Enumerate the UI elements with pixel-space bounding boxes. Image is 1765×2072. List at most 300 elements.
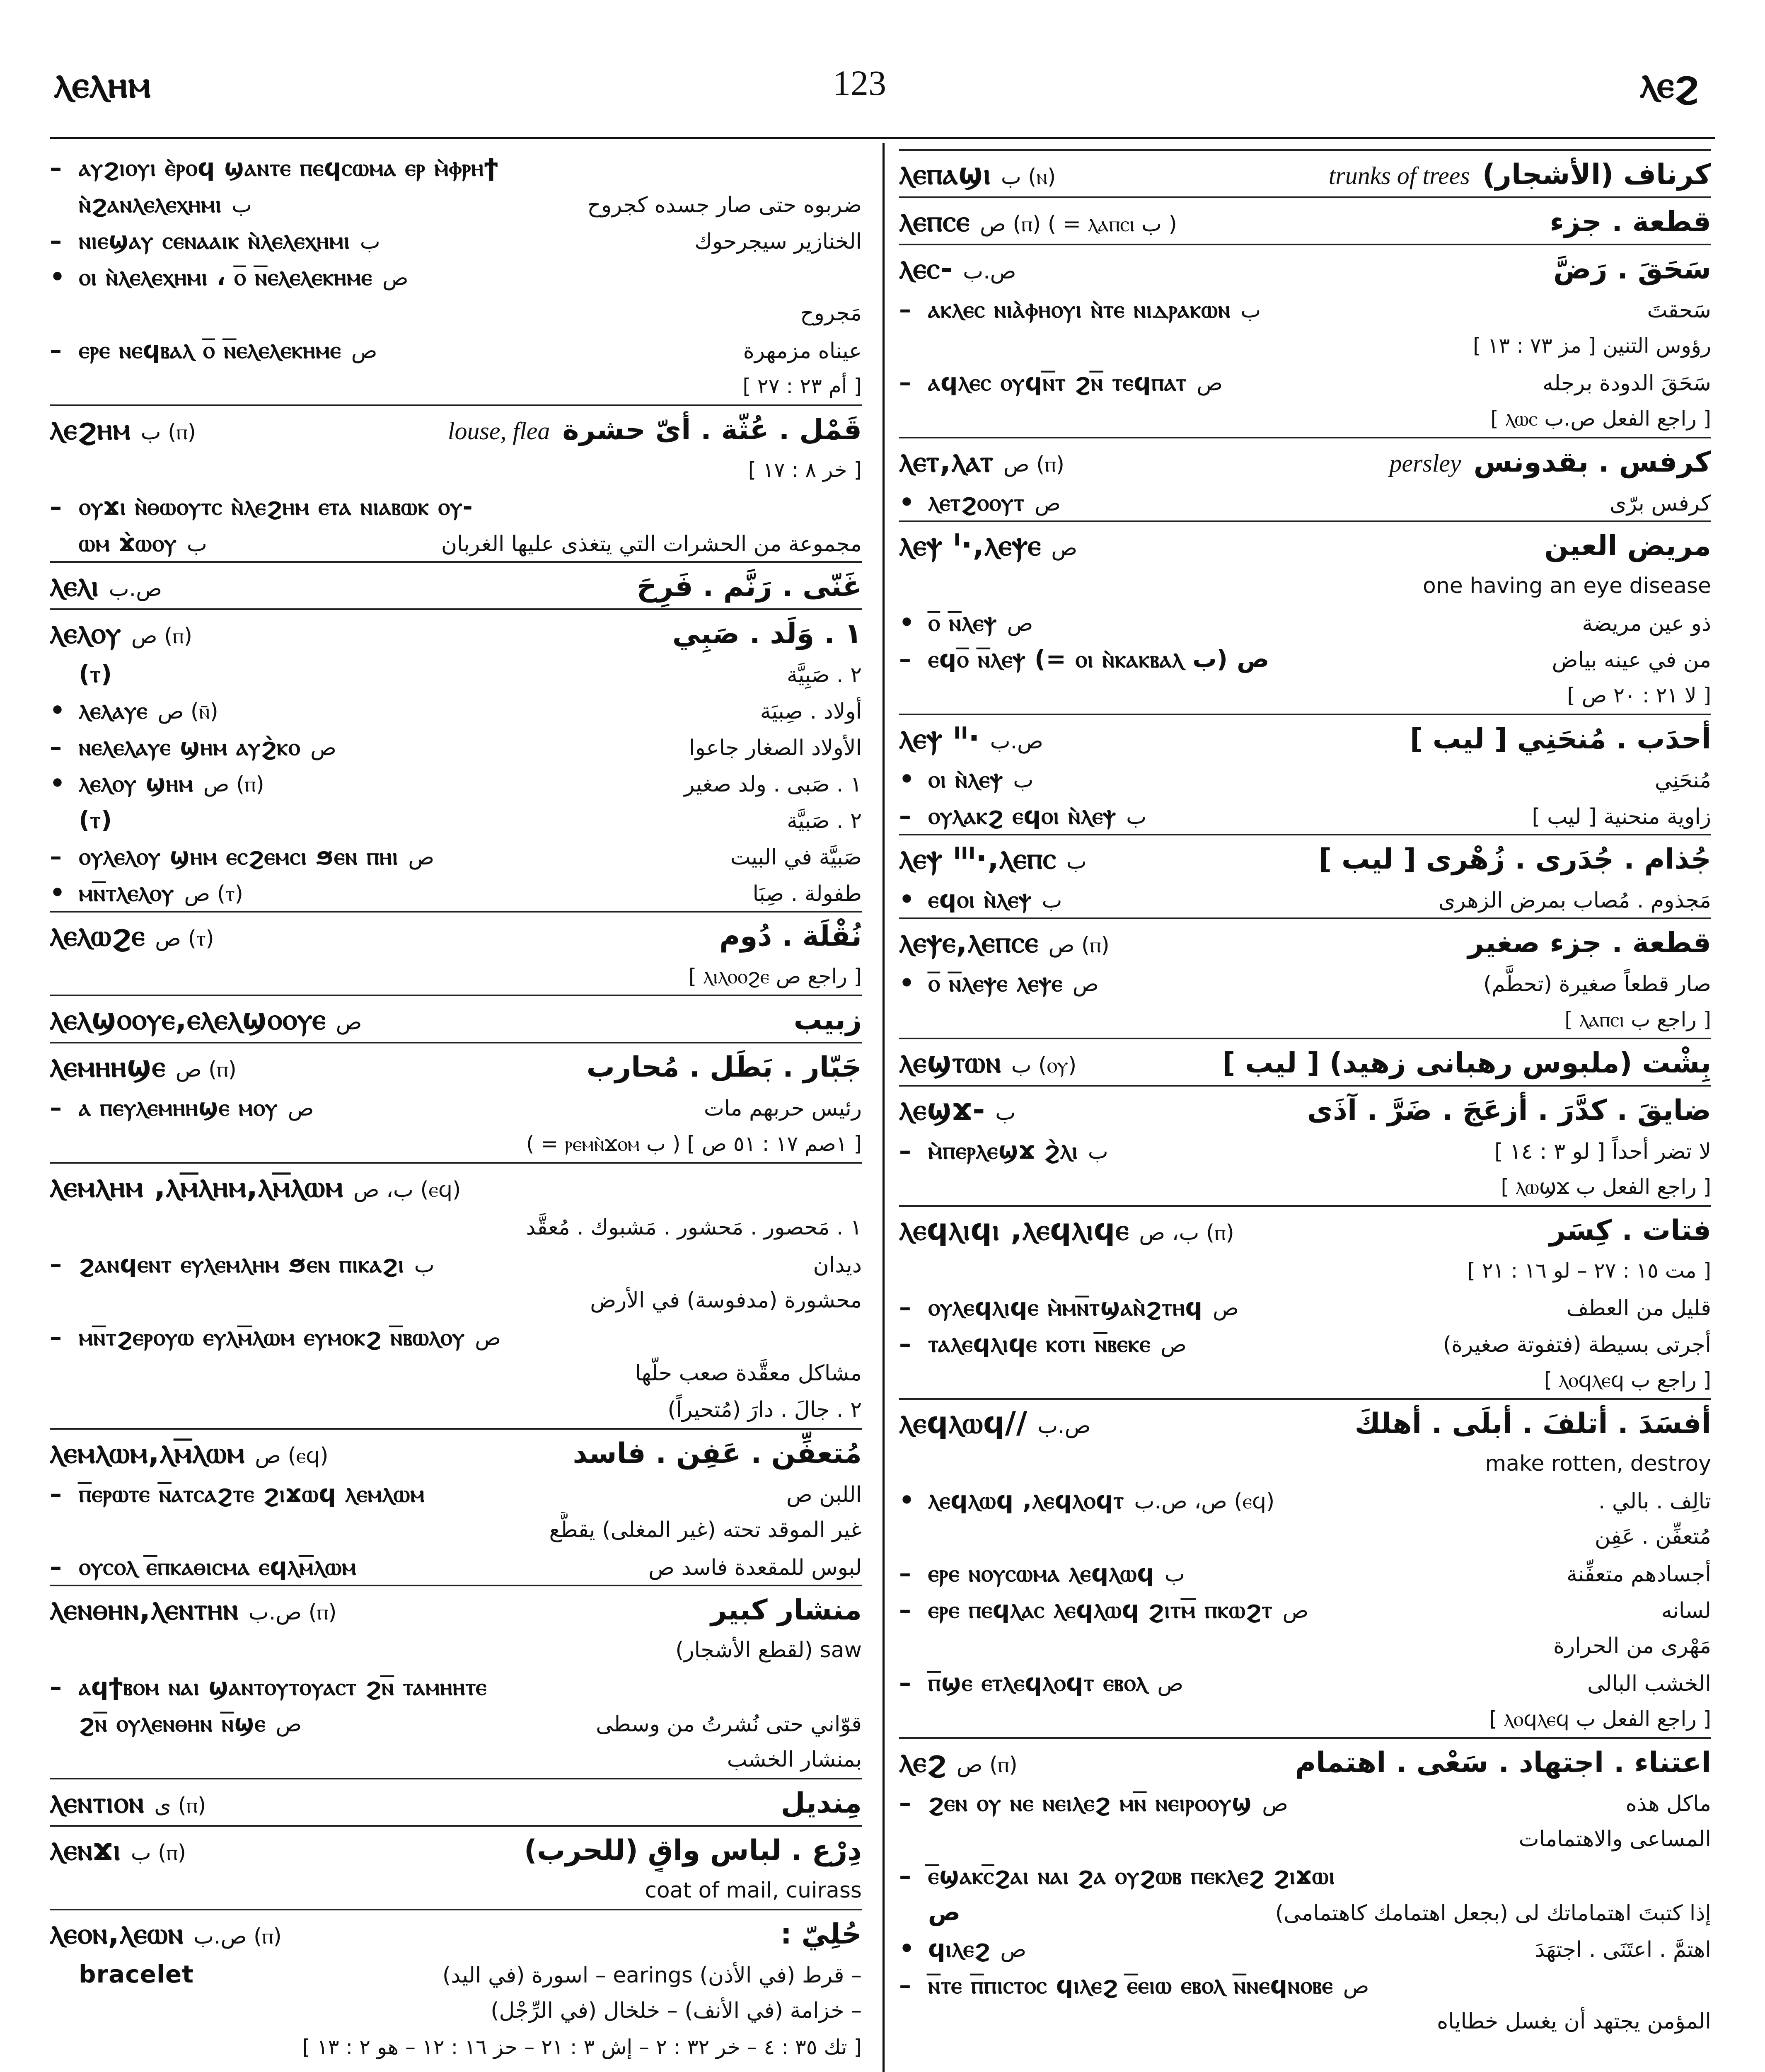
bullet-mark: – [899, 368, 911, 396]
arabic-text: المساعى والاهتمامات [1518, 1827, 1711, 1852]
arabic-text: طفولة . صِبَا [752, 881, 862, 906]
grammar-tag: ى (ⲡ) [154, 1793, 206, 1818]
arabic-meaning: فتات . كِسَر [1549, 1214, 1711, 1247]
entry-headword-row [50, 1585, 862, 1632]
entry-example-line [899, 2003, 1711, 2040]
entry-headword-row [899, 149, 1711, 196]
arabic-text: إذا كتبتَ اهتماماتك لى (بجعل اهتمامك كاهتمامى) [1275, 1901, 1711, 1926]
entry-headword-row [899, 1205, 1711, 1252]
arabic-text: اللبن ص [786, 1482, 862, 1507]
entry-headword-row [50, 1162, 862, 1209]
grammar-tag: ص.ب [109, 576, 162, 601]
bullet-mark: • [899, 969, 915, 997]
header-right-word: ⲗⲉϩ [1639, 62, 1699, 107]
entry-headword-row [50, 561, 862, 608]
arabic-text: صَبيَّة في البيت [730, 845, 862, 870]
grammar-tag: ب (ⲡ) [140, 420, 196, 445]
arabic-meaning: مُتعفِّن . عَفِن . فاسد [573, 1437, 862, 1470]
coptic-text: ⲟ̅ ⲛ̅ⲗⲉⲯ [928, 608, 997, 637]
arabic-text: محشورة (مدفوسة) في الأرض [590, 1288, 862, 1313]
headword: ⲗⲉⲙⲗⲱⲙ,ⲗⲙ̅ⲗⲱⲙ [50, 1435, 245, 1470]
bullet-mark: – [899, 645, 911, 673]
coptic-text: ⲟⲓ ⲛ̀ⲗⲉⲯ [928, 765, 1003, 793]
entry-example-line [899, 1518, 1711, 1555]
grammar-tag: ب [186, 532, 207, 557]
coptic-text: (ⲧ) [79, 660, 113, 688]
entry-headword-row [899, 437, 1711, 484]
coptic-text: ϥⲓⲗⲉϩ [928, 1934, 991, 1963]
arabic-meaning: منشار كبير [711, 1594, 862, 1627]
grammar-tag: ص (ⲡ) [1003, 452, 1064, 477]
entry-headword-row [899, 1085, 1711, 1132]
arabic-text: لا تضر أحداً [ لو ٣ : ١٤ ] [1494, 1139, 1711, 1164]
entry-example-line [50, 1992, 862, 2029]
coptic-text: ⲡ̅ϣⲉ ⲉⲧⲗⲉϥⲗⲟϥⲧ ⲉⲃⲟⲗ [928, 1668, 1148, 1697]
grammar-tag: ص [1197, 371, 1223, 396]
grammar-tag: ص [1051, 536, 1078, 561]
entry-headword-row [899, 917, 1711, 965]
bullet-mark: – [899, 1668, 911, 1697]
arabic-text: صار قطعاً صغيرة (تحطَّم) [1483, 972, 1711, 997]
bullet-mark: • [899, 885, 915, 913]
grammar-tag: ص (ⲧ) [155, 926, 214, 951]
coptic-text: ⲛ̅ⲧⲉ ⲡ̅ⲡⲓⲥⲧⲟⲥ ϥⲓⲗⲉϩ ⲉ̅ⲉⲓⲱ ⲉⲃⲟⲗ ⲛ̅ⲛⲉϥⲛⲟⲃⲉ [928, 1971, 1333, 1999]
entry-example-line [899, 1894, 1711, 1930]
coptic-text: ⲁ ⲡⲉⲩⲗⲉⲙⲏⲏϣⲉ ⲙⲟⲩ [79, 1093, 278, 1121]
grammar-tag: ص [1000, 1937, 1027, 1962]
entry-example-line [50, 1246, 862, 1282]
reference-text: [ راجع ص ⲗⲓⲗⲟⲟϩⲉ ] [688, 964, 862, 988]
entry-example-line [50, 1872, 862, 1909]
entry-example-line [899, 641, 1711, 677]
grammar-tag: ب (ⲟⲩ) [1011, 1053, 1077, 1078]
arabic-text: قليل من العطف [1566, 1296, 1711, 1321]
grammar-tag: ب [232, 193, 252, 218]
arabic-text: مجموعة من الحشرات التي يتغذى عليها الغربان [441, 532, 862, 557]
entry-example-line [899, 364, 1711, 400]
coptic-text: ⲗⲉⲧϩⲟⲟⲩⲧ [928, 488, 1025, 516]
entry-headword-row [50, 1428, 862, 1475]
bullet-mark: – [50, 733, 62, 761]
entry-headword-row [50, 1042, 862, 1089]
grammar-tag: ب (ⲛ) [1001, 165, 1056, 189]
arabic-text: saw (لقطع الأشجار) [675, 1638, 862, 1663]
headword: ⲗⲉⲙⲏⲏϣⲉ [50, 1049, 166, 1084]
headword: ⲗⲉⲯ ᴵᴵ· [899, 721, 980, 755]
entry-example-line [50, 525, 862, 561]
bullet-mark: – [899, 1136, 911, 1164]
header-left-word: ⲗⲉⲗⲏⲙ [54, 62, 152, 107]
coptic-text: ⲛⲉⲗⲉⲗⲁⲩⲉ ϣⲏⲙ ⲁⲩϩ̀ⲕⲟ [79, 733, 300, 761]
grammar-tag: ص (ⲡ) [203, 772, 264, 797]
entry-example-line [50, 1282, 862, 1319]
grammar-tag: ص (ⲡ) ( = ⲗⲁⲡⲥⲓ ب ) [979, 212, 1177, 237]
bullet-mark: • [50, 263, 65, 291]
arabic-text: ذو عين مريضة [1582, 611, 1711, 636]
reference-text: [ خر ٨ : ١٧ ] [748, 458, 862, 482]
entry-example-line [50, 259, 862, 295]
coptic-text: ⲉⲣⲉ ⲛⲉϥⲃⲁⲗ ⲟ̅ ⲛ̅ⲉⲗⲉⲗⲉⲕⲏⲙⲉ [79, 336, 341, 364]
bullet-mark: – [50, 492, 62, 520]
coptic-text: ⲗⲉⲗⲟⲩ ϣⲏⲙ [79, 769, 193, 797]
entry-example-line [899, 484, 1711, 520]
arabic-text: مُنحَنِي [1654, 768, 1711, 793]
coptic-text: ⲉ̅ϣⲁⲕⲥ̅ϩⲁⲓ ⲛⲁⲓ ϩⲁ ⲟⲩϩⲱⲃ ⲡⲉⲕⲗⲉϩ ϩⲓϫⲱⲓ [928, 1861, 1335, 1890]
grammar-tag: ب [995, 1100, 1016, 1125]
coptic-text: ⲛⲓⲉϣⲁⲩ ⲥⲉⲛⲁⲁⲓⲕ ⲛ̀ⲗⲉⲗⲉⲭⲏⲙⲓ [79, 226, 350, 254]
headword: ⲗⲉⲗⲓ [50, 568, 99, 603]
coptic-text: ⲉⲣⲉ ⲡⲉϥⲗⲁⲥ ⲗⲉϥⲗⲱϥ ϩⲓⲧⲙ̅ ⲡⲕⲱϩⲧ [928, 1595, 1273, 1624]
entry-headword-row [50, 1909, 862, 1956]
headword: ⲗⲉϩⲏⲙ [50, 411, 131, 446]
reference-text: [ راجع الفعل ب ⲗⲱϣϫ ] [1501, 1175, 1711, 1199]
headword: ⲗⲉⲙⲗⲏⲙ ,ⲗⲙ̅ⲗⲏⲙ,ⲗⲙ̅ⲗⲱⲙ [50, 1169, 343, 1204]
header-rule [50, 137, 1715, 139]
left-column [50, 149, 862, 2072]
grammar-tag: ص.ب [1037, 1414, 1091, 1438]
entry-example-line [899, 761, 1711, 797]
reference-text: [ لا ٢١ : ٢٠ ص ] [1567, 683, 1711, 707]
reference-line [899, 1001, 1711, 1038]
entry-example-line [50, 1741, 862, 1778]
entry-example-line [899, 291, 1711, 327]
entry-headword-row [50, 1825, 862, 1872]
reference-line [50, 368, 862, 404]
bullet-mark: – [899, 801, 911, 830]
grammar-tag: ص [382, 266, 409, 290]
arabic-meaning: قطعة . جزء [1550, 206, 1711, 238]
coptic-text: ⲉϥⲟⲓ ⲛ̀ⲗⲉⲯ [928, 885, 1032, 913]
entry-example-line [50, 1392, 862, 1428]
grammar-tag: ص.ب (ⲡ) [193, 1924, 282, 1949]
grammar-tag: ص.ب (ⲡ) [248, 1600, 337, 1625]
coptic-text: bracelet [79, 1960, 194, 1988]
entry-example-line [899, 1664, 1711, 1701]
entry-example-line [50, 729, 862, 765]
grammar-tag: ب [1066, 849, 1087, 874]
arabic-meaning: كرناف (الأشجار) [1482, 158, 1711, 191]
reference-text: [ تك ٣٥ : ٤ – خر ٣٢ : ٢ – إش ٣ : ٢١ – حز ١٦ : ١٢ – هو ٢ : ١٣ ] [302, 2035, 862, 2059]
bullet-mark: – [899, 1595, 911, 1624]
grammar-tag: ب [1088, 1139, 1108, 1164]
arabic-meaning: غَنّى . رَنَّم . فَرِحَ [636, 570, 862, 603]
entry-example-line [50, 1355, 862, 1392]
entry-example-line [50, 1319, 862, 1355]
grammar-tag: ص (ⲡ) [956, 1752, 1018, 1777]
reference-text: [ راجع الفعل ص.ب ⲗⲱⲥ ] [1490, 407, 1711, 431]
coptic-text: ⲟⲩⲥⲟⲗ ⲉ̅ⲡⲕⲁⲑⲓⲥⲙⲁ ⲉϥⲗⲙ̅ⲗⲱⲙ [79, 1552, 357, 1581]
entry-example-line [50, 295, 862, 332]
reference-line [899, 1252, 1711, 1289]
arabic-text: أجسادهم متعفِّنة [1566, 1562, 1711, 1587]
grammar-tag: ص [408, 845, 435, 870]
arabic-text: مشاكل معقَّدة صعب حلّها [635, 1361, 862, 1386]
arabic-text: one having an eye disease [1423, 574, 1711, 598]
arabic-meaning: قطعة . جزء صغير [1468, 927, 1711, 959]
arabic-text: لبوس للمقعدة فاسد ص [648, 1555, 862, 1580]
grammar-tag: ص [1072, 972, 1099, 997]
headword: ⲗⲉⲗⲱϩⲉ [50, 918, 145, 953]
headword: ⲗⲉⲗϣⲟⲟⲩⲉ,ⲉⲗⲉⲗϣⲟⲟⲩⲉ [50, 1002, 326, 1036]
grammar-tag: ص [1035, 491, 1061, 516]
coptic-text: ϩⲁⲛϥⲉⲛⲧ ⲉⲩⲗⲉⲙⲗⲏⲙ ϧⲉⲛ ⲡⲓⲕⲁϩⲓ [79, 1250, 404, 1278]
entry-example-line [899, 1325, 1711, 1362]
headword: ⲗⲉⲯ ᴵᴵᴵ·,ⲗⲉⲡⲥ [899, 841, 1057, 876]
entry-example-line [899, 1784, 1711, 1821]
entry-headword-row [50, 911, 862, 958]
bullet-mark: – [899, 1293, 911, 1321]
entry-example-line [50, 1548, 862, 1585]
arabic-meaning: نُقْلَة . دُوم [719, 920, 862, 953]
arabic-meaning: مِنديل [781, 1787, 862, 1820]
coptic-text: ⲁⲩϩⲓⲟⲩⲓ ⲉ̀ⲣⲟϥ ϣⲁⲛⲧⲉ ⲡⲉϥⲥⲱⲙⲁ ⲉⲣ ⲙ̀ⲫⲣⲏϯ [79, 153, 499, 182]
entry-headword-row [899, 1398, 1711, 1445]
entry-example-line [50, 656, 862, 692]
coptic-text: ⲟ̅ ⲛ̅ⲗⲉⲯⲉ ⲗⲉⲯⲉ [928, 969, 1063, 997]
coptic-text: ⲙⲛ̅ⲧⲗⲉⲗⲟⲩ [79, 879, 174, 907]
reference-text: [ ١صم ١٧ : ٥١ ص ] ( ب ⲣⲉⲙⲛ̀ϫⲟⲙ = ) [526, 1132, 862, 1156]
arabic-text: – خزامة (في الأنف) – خلخال (في الرِّجْل) [491, 1998, 862, 2023]
entry-example-line [50, 149, 862, 186]
entry-example-line [50, 801, 862, 838]
bullet-mark: – [50, 226, 62, 254]
coptic-text: ⲉϥⲟ̅ ⲛ̅ⲗⲉⲯ (= ⲟⲓ ⲛ̀ⲕⲁⲕⲃⲁⲗ ب) ص [928, 645, 1269, 673]
headword: ⲗⲉⲯ ᴵ·,ⲗⲉⲯⲉ [899, 528, 1042, 562]
coptic-text: ⲧⲁⲗⲉϥⲗⲓϥⲉ ⲕⲟⲧⲓ ⲛ̅ⲃⲉⲕⲉ [928, 1329, 1151, 1358]
entry-example-line [50, 692, 862, 729]
entry-example-line [899, 1591, 1711, 1628]
bullet-mark: • [899, 1486, 915, 1514]
arabic-meaning: بِشْت (ملبوس رهبانى زهيد) [ ليب ] [1222, 1047, 1711, 1080]
entry-headword-row [899, 520, 1711, 568]
arabic-text: ١ . مَحصور . مَحشور . مَشبوك . مُعقَّد [526, 1215, 862, 1240]
grammar-tag: ب [1013, 768, 1034, 793]
bullet-mark: • [899, 488, 915, 516]
entry-example-line [50, 1668, 862, 1705]
reference-text: [ مت ١٥ : ٢٧ – لو ١٦ : ٢١ ] [1467, 1259, 1711, 1283]
entry-example-line [50, 1209, 862, 1246]
entry-example-line [899, 1857, 1711, 1894]
grammar-tag: ص [1007, 611, 1033, 636]
grammar-tag: ب [414, 1253, 435, 1278]
arabic-text: سَحقتَ [1647, 298, 1711, 323]
entry-headword-row [899, 834, 1711, 881]
entry-headword-row [899, 1038, 1711, 1085]
reference-text: رؤوس التنين [ مز ٧٣ : ١٣ ] [1473, 334, 1711, 358]
arabic-text: الخشب البالى [1587, 1671, 1711, 1696]
bullet-mark: – [899, 1329, 911, 1358]
grammar-tag: ص [1343, 1974, 1369, 1999]
headword: ⲗⲉϩ [899, 1744, 947, 1779]
arabic-meaning: زبيب [793, 1004, 862, 1036]
entry-example-line [899, 1967, 1711, 2003]
bullet-mark: – [50, 1323, 62, 1351]
entry-headword-row [50, 1778, 862, 1825]
arabic-text: زاوية منحنية [ ليب ] [1532, 804, 1711, 829]
grammar-tag: ص (ⲧ) [184, 881, 243, 906]
reference-text: [ راجع ب ⲗⲟϥⲗⲉϥ ] [1544, 1368, 1711, 1392]
headword: ⲗⲉⲡⲥⲉ [899, 203, 970, 238]
english-gloss: louse, flea [447, 417, 550, 445]
entry-example-line [899, 604, 1711, 641]
coptic-text: ص [928, 1898, 961, 1926]
entry-headword-row [50, 608, 862, 656]
arabic-text: أجرتى بسيطة (فتفوتة صغيرة) [1443, 1332, 1711, 1357]
grammar-tag: ب [1126, 804, 1147, 829]
arabic-meaning: اعتناء . اجتهاد . سَعْى . اهتمام [1295, 1746, 1711, 1779]
bullet-mark: – [50, 1093, 62, 1121]
coptic-text: ⲙⲛ̅ⲧϩⲉⲣⲟⲩⲱ ⲉⲩⲗⲙ̅ⲗⲱⲙ ⲉⲩⲙⲟⲕϩ ⲛ̅ⲃⲱⲗⲟⲩ [79, 1323, 465, 1351]
headword: ⲗⲉϣϫ- [899, 1092, 986, 1127]
grammar-tag: ص (ⲉϥ) [255, 1443, 329, 1468]
headword: ⲗⲉϥⲗⲱϥ// [899, 1405, 1028, 1440]
arabic-meaning: سَحَقَ . رَضَّ [1553, 253, 1711, 286]
entry-example-line [50, 838, 862, 874]
coptic-text: (ⲧ) [79, 806, 113, 834]
grammar-tag: ص (ⲛ̄) [157, 699, 218, 724]
arabic-text: coat of mail, cuirass [645, 1878, 862, 1903]
entry-example-line [899, 568, 1711, 604]
grammar-tag: ص [1212, 1296, 1239, 1321]
coptic-text: ⲟⲩⲗⲉⲗⲟⲩ ϣⲏⲙ ⲉⲥϩⲉⲙⲥⲓ ϧⲉⲛ ⲡⲏⲓ [79, 842, 399, 870]
arabic-meaning: جَبّار . بَطَل . مُحارب [586, 1051, 862, 1084]
bullet-mark: – [50, 1250, 62, 1278]
coptic-text: ⲁⲕⲗⲉⲥ ⲛⲓⲁ̀ⲫⲏⲟⲩⲓ ⲛ̀ⲧⲉ ⲛⲓⲇⲣⲁⲕⲱⲛ [928, 295, 1231, 323]
arabic-text: غير الموقد تحته (غير المغلى) يقطَّع [549, 1518, 862, 1542]
reference-line [899, 327, 1711, 364]
reference-text: [ راجع ب ⲗⲁⲡⲥⲓ ] [1564, 1007, 1711, 1031]
entry-example-line [899, 965, 1711, 1001]
coptic-text: ϩⲛ̅ ⲟⲩⲗⲉⲛⲑⲏⲛ ⲛ̅ϣⲉ [79, 1709, 266, 1737]
grammar-tag: ب [1240, 298, 1261, 323]
grammar-tag: ب (ⲡ) [131, 1840, 186, 1865]
coptic-text: ⲗⲉϥⲗⲱϥ ,ⲗⲉϥⲗⲟϥⲧ [928, 1486, 1124, 1514]
arabic-meaning: أحدَب . مُنحَنِي [ ليب ] [1410, 723, 1711, 755]
coptic-text: ⲁϥϯⲃⲟⲙ ⲛⲁⲓ ϣⲁⲛⲧⲟⲩⲧⲟⲩⲁⲥⲧ ϩⲛ̅ ⲧⲁⲙⲏⲏⲧⲉ [79, 1673, 487, 1701]
coptic-text: ⲱⲙ ϫ̀ⲱⲟⲩ [79, 529, 177, 557]
entry-example-line [50, 1089, 862, 1126]
grammar-tag: ب [1042, 888, 1062, 913]
grammar-tag: ب [360, 229, 380, 254]
reference-line [50, 958, 862, 995]
arabic-text: المؤمن يجتهد أن يغسل خطاياه [1437, 2009, 1711, 2034]
entry-example-line [50, 765, 862, 801]
arabic-meaning: حُلِيّ : [780, 1918, 862, 1951]
page-number: 123 [833, 63, 886, 103]
reference-line [50, 452, 862, 488]
arabic-text: ١ . صَبى . ولد صغير [684, 772, 862, 797]
grammar-tag: ص.ب [990, 729, 1043, 754]
grammar-tag: ص (ⲡ) [131, 624, 192, 649]
entry-example-line [899, 1555, 1711, 1591]
arabic-text: الخنازير سيجرحوك [694, 229, 862, 254]
entry-example-line [899, 1628, 1711, 1664]
coptic-text: ⲗⲉⲗⲁⲩⲉ [79, 696, 148, 724]
entry-example-line [50, 1632, 862, 1668]
bullet-mark: • [899, 765, 915, 793]
arabic-meaning: قَمْل . عُثّة . أىّ حشرة [562, 414, 862, 446]
grammar-tag: ص [1282, 1598, 1309, 1623]
grammar-tag: ب، ص (ⲡ) [1139, 1220, 1234, 1245]
entry-example-line [50, 186, 862, 222]
entry-example-line [899, 1289, 1711, 1325]
bullet-mark: – [50, 1552, 62, 1581]
arabic-meaning: جُذام . جُدَرى . زُهْرى [ ليب ] [1319, 843, 1711, 876]
entry-headword-row [899, 196, 1711, 244]
arabic-text: مَهْرى من الحرارة [1553, 1634, 1711, 1658]
headword: ⲗⲉⲧ,ⲗⲁⲧ [899, 444, 994, 479]
coptic-text: ⲟⲩⲗⲁⲕϩ ⲉϥⲟⲓ ⲛ̀ⲗⲉⲯ [928, 801, 1117, 830]
arabic-meaning: دِرْع . لباس واقٍ (للحرب) [524, 1834, 862, 1867]
entry-headword-row [50, 404, 862, 452]
column-divider [882, 143, 885, 2072]
arabic-text: اهتمَّ . اعتَنَى . اجتهَدَ [1535, 1937, 1711, 1962]
arabic-meaning: مريض العين [1544, 530, 1711, 562]
grammar-tag: ص [276, 1712, 302, 1737]
grammar-tag: ص، ص.ب (ⲉϥ) [1134, 1489, 1275, 1514]
arabic-text: من في عينه بياض [1552, 648, 1711, 673]
entry-example-line [50, 222, 862, 259]
reference-text: [ أم ٢٣ : ٢٧ ] [742, 374, 862, 398]
headword: ⲗⲉⲟⲛ,ⲗⲉⲱⲛ [50, 1916, 184, 1951]
reference-line [899, 677, 1711, 714]
grammar-tag: ص [1160, 1332, 1187, 1357]
arabic-meaning: كرفس . بقدونس [1473, 446, 1711, 479]
arabic-text: ٢ . صَبِيَّة [787, 663, 862, 687]
coptic-text: ⲉⲣⲉ ⲛⲟⲩⲥⲱⲙⲁ ⲗⲉϥⲗⲱϥ [928, 1559, 1155, 1587]
arabic-text: – قرط (في الأذن) earings – اسورة (في اليد) [442, 1963, 862, 1988]
bullet-mark: – [899, 295, 911, 323]
arabic-text: بمنشار الخشب [727, 1747, 862, 1772]
arabic-text: make rotten, destroy [1485, 1451, 1711, 1476]
english-gloss: trunks of trees [1328, 162, 1470, 189]
grammar-tag: ص [336, 1010, 362, 1035]
arabic-text: تالِف . بالي . [1598, 1489, 1711, 1514]
entry-example-line [899, 1930, 1711, 1967]
bullet-mark: • [50, 879, 65, 907]
arabic-text: كرفس برّى [1610, 491, 1711, 516]
entry-example-line [899, 1132, 1711, 1169]
entry-headword-row [899, 244, 1711, 291]
coptic-text: ⲛ̀ϩⲁⲛⲗⲉⲗⲉⲭⲏⲙⲓ [79, 190, 222, 218]
bullet-mark: • [899, 608, 915, 637]
reference-line [899, 400, 1711, 437]
arabic-text: لسانه [1661, 1598, 1711, 1623]
english-gloss: persley [1389, 450, 1461, 477]
grammar-tag: ص [310, 736, 336, 760]
bullet-mark: – [50, 336, 62, 364]
coptic-text: ϩⲉⲛ ⲟⲩ ⲛⲉ ⲛⲉⲓⲗⲉϩ ⲙⲛ̅ ⲛⲉⲓⲣⲟⲟⲩϣ [928, 1789, 1252, 1817]
bullet-mark: – [899, 1861, 911, 1890]
entry-example-line [50, 874, 862, 911]
entry-example-line [50, 1705, 862, 1741]
reference-line [50, 1126, 862, 1162]
bullet-mark: • [50, 769, 65, 797]
grammar-tag: ص (ⲡ) [175, 1057, 237, 1082]
bullet-mark: – [50, 1479, 62, 1508]
arabic-text: مَجذوم . مُصاب بمرض الزهرى [1438, 888, 1711, 913]
entry-example-line [50, 1475, 862, 1512]
reference-line [899, 1701, 1711, 1737]
arabic-text: سَحَقَ الدودة برجله [1542, 371, 1711, 396]
headword: ⲗⲉϥⲗⲓϥⲓ ,ⲗⲉϥⲗⲓϥⲉ [899, 1212, 1129, 1247]
grammar-tag: ب [1164, 1562, 1185, 1587]
coptic-text: ⲁϥⲗⲉⲥ ⲟⲩϥⲛ̅ⲧ ϩⲛ̅ ⲧⲉϥⲡⲁⲧ [928, 368, 1187, 396]
headword: ⲗⲉⲗⲟⲩ [50, 615, 121, 650]
arabic-meaning: ضايقَ . كدَّرَ . أزعَجَ . ضَرَّ . آذَى [1307, 1094, 1711, 1127]
entry-example-line [899, 1821, 1711, 1857]
entry-example-line [50, 1512, 862, 1548]
